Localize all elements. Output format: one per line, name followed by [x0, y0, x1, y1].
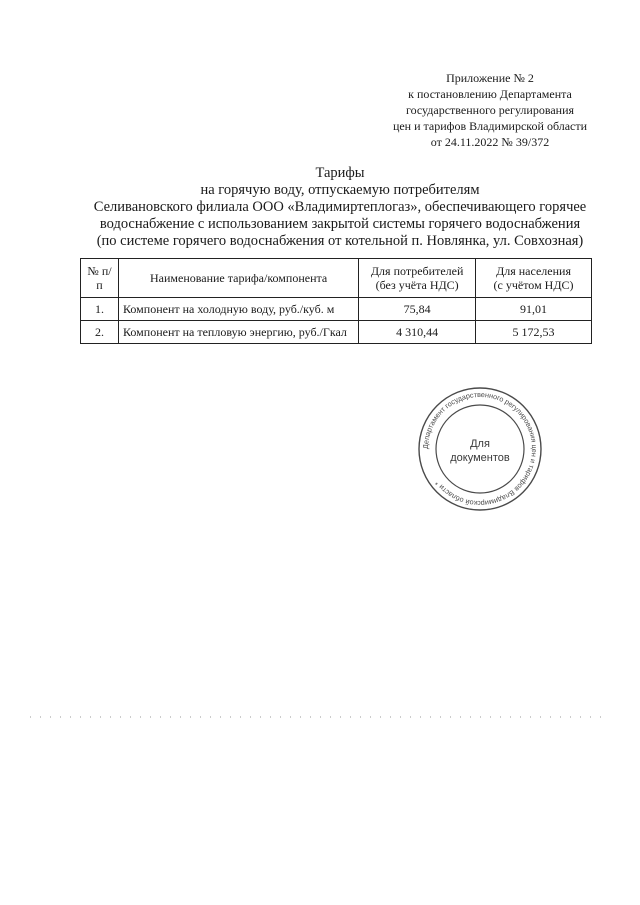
row-name: Компонент на холодную воду, руб./куб. м: [119, 298, 359, 321]
table-row: [81, 321, 592, 344]
title-line: водоснабжение с использованием закрытой системы горячего водоснабжения: [99, 216, 581, 232]
header-name: Наименование тарифа/компонента: [119, 259, 359, 298]
appendix-line: от 24.11.2022 № 39/372: [430, 135, 550, 149]
official-seal: [416, 385, 544, 513]
header-population-line2: (с учётом НДС): [493, 278, 574, 292]
title-line: Тарифы: [315, 165, 365, 181]
header-consumers-line1: Для потребителей: [370, 264, 464, 278]
row-num: 2.: [81, 321, 119, 344]
appendix-note: [370, 70, 610, 150]
appendix-line: Приложение № 2: [446, 71, 534, 85]
row-consumers-value: 4 310,44: [359, 321, 476, 344]
row-population-value: 91,01: [476, 298, 592, 321]
appendix-line: государственного регулирования: [405, 103, 575, 117]
seal-center-line1: Для: [470, 438, 490, 450]
row-consumers-value: 75,84: [359, 298, 476, 321]
tariff-table: [80, 258, 592, 344]
header-consumers-line2: (без учёта НДС): [375, 278, 459, 292]
table-header-row: [81, 259, 592, 298]
row-name: Компонент на тепловую энергию, руб./Гкал: [119, 321, 359, 344]
header-population-line1: Для населения: [496, 264, 571, 278]
header-consumers: [359, 259, 476, 298]
header-population: [476, 259, 592, 298]
row-num: 1.: [81, 298, 119, 321]
title-line: на горячую воду, отпускаемую потребителям: [200, 182, 480, 198]
table-row: [81, 298, 592, 321]
row-population-value: 5 172,53: [476, 321, 592, 344]
document-title: [40, 165, 640, 250]
appendix-line: к постановлению Департамента: [408, 87, 572, 101]
appendix-line: цен и тарифов Владимирской области: [392, 119, 588, 133]
scan-artifact-dotted-line: [30, 716, 610, 718]
title-line: (по системе горячего водоснабжения от котельной п. Новлянка, ул. Совхозная): [96, 233, 584, 249]
header-num: № п/п: [81, 259, 119, 298]
seal-center-line2: документов: [450, 452, 510, 464]
seal-ring-text: Департамент государственного регулирования цен и тарифов Владимирской области *: [420, 389, 540, 509]
title-line: Селивановского филиала ООО «Владимиртеплогаз», обеспечивающего горячее: [93, 199, 587, 215]
